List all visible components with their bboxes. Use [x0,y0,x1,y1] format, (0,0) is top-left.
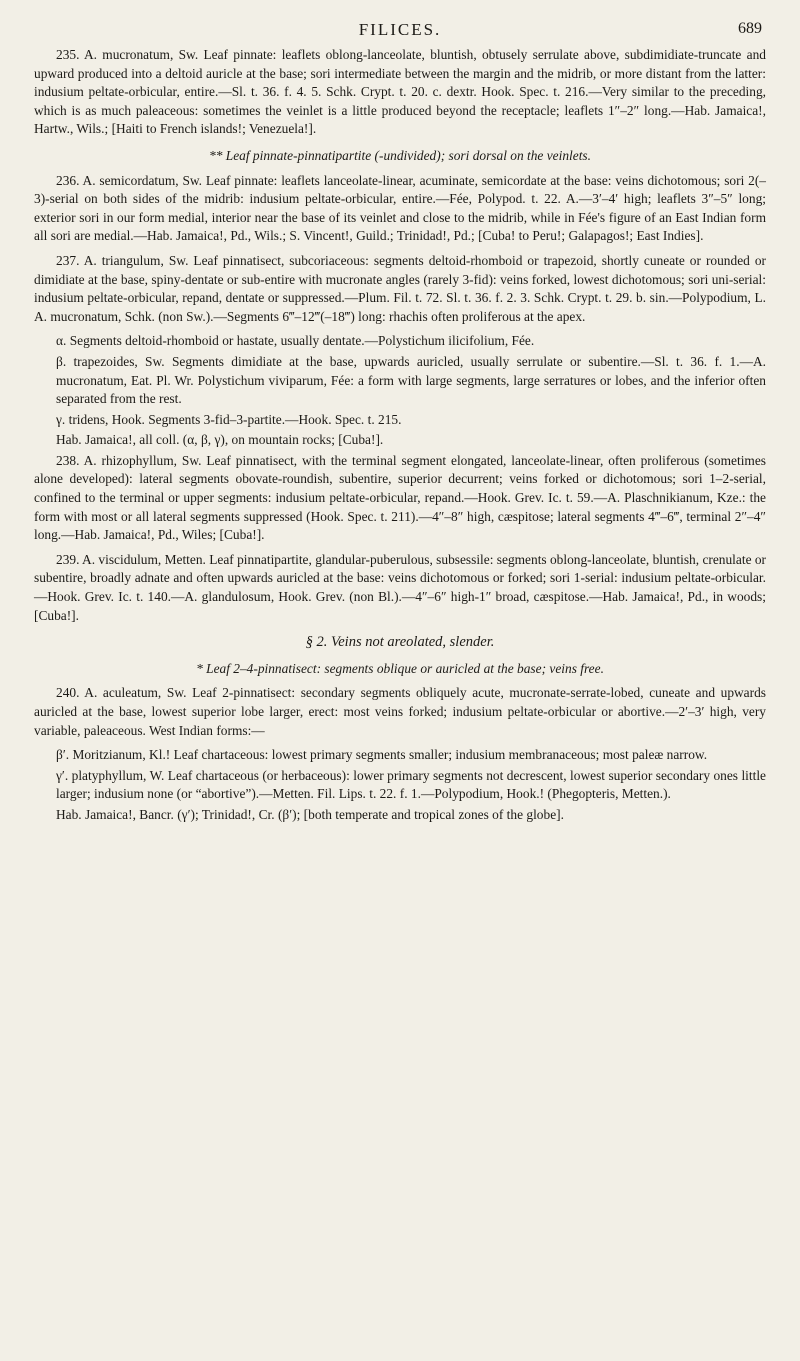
variety-note: γ′. platyphyllum, W. Leaf chartaceous (or herbaceous): lower primary segments not decrescent, lowest superior secondary ones little larger; indusium none (or “abortive”).—Metten. Fil. Lips. t. 22. f. 1.—Polypodium, Hook.! (Phegopteris, Metten.). [56,767,766,802]
species-entry: 236. A. semicordatum, Sw. Leaf pinnate: leaflets lanceolate-linear, acuminate, semicordate at the base: veins dichotomous; sori 2(–3)-serial on both sides of the midrib: indusium peltate-orbicular, entire.—Fée, Polypod. t. 22. A.—3′–4′ high; leaflets 3″–5″ long; exterior sori in our form medial, interior near the base of its veinlet and close to the midrib, while in Fée's figure of an East Indian form all sori are medial.—Hab. Jamaica!, Pd., Wils.; S. Vincent!, Guild.; Trinidad!, Pd.; [Cuba! to Peru!; Galapagos!; East Indies]. [34,172,766,244]
running-title: FILICES. [358,20,442,39]
species-entry: 237. A. triangulum, Sw. Leaf pinnatisect, subcoriaceous: segments deltoid-rhomboid or trapezoid, shortly cuneate or rounded or dimidiate at the base, spiny-dentate or sub-entire with mucronate angles (rarely 3-fid): veins forked, lowest dichotomous; sori uni-serial: indusium peltate-orbicular, repand, dentate or suppressed.—Plum. Fil. t. 72. Sl. t. 36. f. 2. 3. Schk. Crypt. t. 29. b. sin.—Polypodium, L. A. mucronatum, Schk. (non Sw.).—Segments 6‴–12‴(–18‴) long: rhachis often proliferous at the apex. [34,252,766,324]
variety-note: Hab. Jamaica!, Bancr. (γ′); Trinidad!, Cr. (β′); [both temperate and tropical zones of the globe]. [56,806,564,822]
variety-note: γ. tridens, Hook. Segments 3-fid–3-partite.—Hook. Spec. t. 215. [56,411,402,427]
variety-note: α. Segments deltoid-rhomboid or hastate, usually dentate.—Polystichum ilicifolium, Fée. [56,333,535,349]
section-heading: § 2. Veins not areolated, slender. [305,634,495,651]
species-entry: 235. A. mucronatum, Sw. Leaf pinnate: leaflets oblong-lanceolate, bluntish, obtusely serrulate above, subdimidiate-truncate and upward produced into a deltoid auricle at the base; sori intermediate between the margin and the midrib, or more distant from the latter: indusium peltate-orbicular, entire.—Sl. t. 36. f. 4. 5. Schk. Crypt. t. 20. c. dextr. Hook. Spec. t. 216.—Very similar to the preceding, which is as much paleaceous: sometimes the veinlet is a little produced beyond the receptacle; leaflets 1″–2″ long.—Hab. Jamaica!, Hartw., Wils.; [Haiti to French islands!; Venezuela!]. [34,47,766,137]
section-heading: * Leaf 2–4-pinnatisect: segments oblique or auricled at the base; veins free. [196,660,604,676]
species-entry: 240. A. aculeatum, Sw. Leaf 2-pinnatisect: secondary segments obliquely acute, mucronate-serrate-lobed, cuneate and upwards auricled at the base, lowest superior lobe larger, erect: most veins forked; indusium peltate-orbicular or abortive.—2′–3′ high, very variable, paleaceous. West Indian forms:— [34,685,766,738]
text-body [34,46,766,825]
species-entry: 239. A. viscidulum, Metten. Leaf pinnatipartite, glandular-puberulous, subsessile: segments oblong-lanceolate, bluntish, crenulate or subentire, broadly adnate and often upwards auricled at the base: veins dichotomous or forked; sori 1-serial: indusium peltate-orbicular.—Hook. Grev. Ic. t. 140.—A. glandulosum, Hook. Grev. (non Bl.).—4″–6″ high-1″ broad, cæspitose.—Hab. Jamaica!, Pd., in woods; [Cuba!]. [34,551,767,623]
variety-note: Hab. Jamaica!, all coll. (α, β, γ), on mountain rocks; [Cuba!]. [56,432,384,448]
running-head [34,12,766,46]
variety-note: β′. Moritzianum, Kl.! Leaf chartaceous: lowest primary segments smaller; indusium membranaceous; most paleæ narrow. [56,747,708,763]
page-number: 689 [738,20,762,37]
section-heading: ** Leaf pinnate-pinnatipartite (-undivided); sori dorsal on the veinlets. [209,147,591,163]
species-entry: 238. A. rhizophyllum, Sw. Leaf pinnatisect, with the terminal segment elongated, lanceolate-linear, often proliferous (sometimes alone developed): lateral segments obovate-roundish, subentire, superior decurrent; veins forked or dichotomous; sori 1–2-serial, confined to the terminal or upper segments: indusium peltate-orbicular, repand.—Hook. Grev. Ic. t. 59.—A. Plaschnikianum, Kze.: the form with most or all lateral segments suppressed (Hook. Spec. t. 211).—4″–8″ high, cæspitose; lateral segments 4‴–6‴, terminal 2″–4″ long.—Hab. Jamaica!, Pd., Wiles; [Cuba!]. [34,452,766,543]
variety-note: β. trapezoides, Sw. Segments dimidiate at the base, upwards auricled, usually serrulate or subentire.—Sl. t. 36. f. 1.—A. mucronatum, Eat. Pl. Wr. Polystichum viviparum, Fée: a form with large segments, large serratures or lobes, and the inferior often separated from the rest. [56,353,766,407]
